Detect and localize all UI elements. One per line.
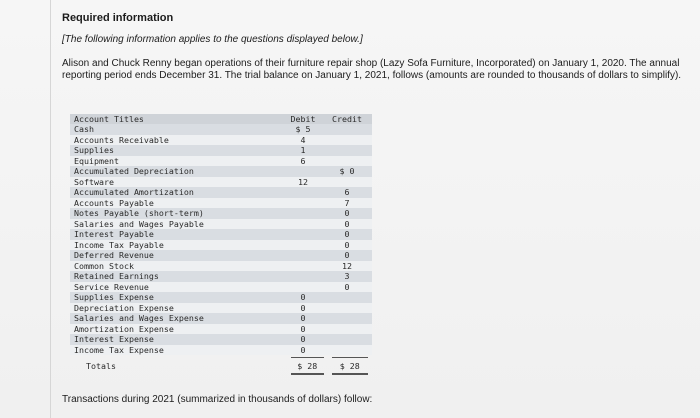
account-cell: Common Stock (74, 260, 134, 271)
credit-cell (324, 135, 370, 146)
account-cell: Accounts Receivable (74, 134, 169, 145)
applies-note: [The following information applies to the questions displayed below.] (62, 34, 363, 45)
credit-cell: 0 (344, 239, 350, 250)
credit-cell (324, 324, 370, 335)
debit-cell (282, 229, 324, 240)
debit-cell: 0 (300, 334, 306, 344)
totals-credit: $ 28 (328, 358, 372, 374)
debit-cell (282, 271, 324, 282)
debit-cell: 0 (300, 313, 306, 323)
account-cell: Salaries and Wages Expense (74, 313, 204, 323)
table-row (70, 229, 372, 240)
table-row (70, 219, 372, 230)
table-row (70, 261, 372, 272)
table-row (70, 271, 372, 282)
credit-cell (324, 292, 370, 303)
account-cell: Income Tax Expense (74, 344, 164, 355)
credit-cell: 0 (344, 218, 350, 229)
debit-cell: 12 (298, 176, 308, 187)
table-row (70, 208, 372, 219)
table-row (70, 282, 372, 293)
debit-cell (282, 240, 324, 251)
credit-cell: $ 0 (339, 166, 355, 176)
credit-cell: 3 (344, 271, 350, 281)
credit-cell (324, 334, 370, 345)
account-cell: Notes Payable (short-term) (74, 208, 204, 218)
account-cell: Interest Payable (74, 229, 154, 239)
account-cell: Depreciation Expense (74, 302, 174, 313)
table-row (70, 292, 372, 303)
totals-label: Totals (86, 361, 116, 371)
debit-cell: 0 (300, 344, 306, 355)
section-heading: Required information (62, 12, 174, 24)
account-cell: Deferred Revenue (74, 250, 154, 260)
debit-cell (282, 250, 324, 261)
table-row (70, 345, 372, 356)
table-row (70, 250, 372, 261)
table-row (70, 198, 372, 209)
header-account-titles: Account Titles (74, 114, 144, 124)
debit-cell: 0 (300, 302, 306, 313)
account-cell: Salaries and Wages Payable (74, 218, 204, 229)
credit-cell (324, 145, 370, 156)
account-cell: Software (74, 176, 114, 187)
table-row (70, 334, 372, 345)
table-body (70, 124, 372, 355)
debit-cell (282, 208, 324, 219)
intro-paragraph: Alison and Chuck Renny began operations of their furniture repair shop (Lazy Sofa Furniture, Incorporated) on January 1, 2020. The annual reporting period ends December 31. The trial balance on January 1, 2021, follows (amounts are rounded to thousands of dollars to simplify). (62, 58, 682, 81)
account-cell: Cash (74, 124, 94, 134)
debit-cell: $ 5 (295, 124, 311, 134)
credit-cell: 0 (344, 229, 350, 239)
table-row (70, 240, 372, 251)
debit-cell (282, 261, 324, 272)
totals-row (70, 358, 372, 374)
table-row (70, 135, 372, 146)
credit-cell: 7 (344, 197, 350, 208)
account-cell: Accumulated Amortization (74, 187, 194, 197)
debit-cell: 6 (300, 155, 306, 166)
credit-cell: 6 (344, 187, 350, 197)
header-credit: Credit (332, 114, 362, 124)
table-row (70, 324, 372, 335)
table-row (70, 156, 372, 167)
table-row (70, 124, 372, 135)
margin-divider (50, 0, 51, 418)
account-cell: Supplies Expense (74, 292, 154, 302)
credit-cell: 0 (344, 250, 350, 260)
table-row (70, 166, 372, 177)
table-row (70, 177, 372, 188)
debit-cell (282, 198, 324, 209)
debit-cell (282, 282, 324, 293)
account-cell: Retained Earnings (74, 271, 159, 281)
header-debit: Debit (290, 114, 316, 124)
credit-cell: 0 (344, 208, 350, 218)
totals-debit: $ 28 (287, 358, 328, 374)
account-cell: Equipment (74, 155, 119, 166)
debit-cell (282, 219, 324, 230)
debit-cell: 4 (300, 134, 306, 145)
table-row (70, 145, 372, 156)
credit-cell (324, 313, 370, 324)
credit-cell (324, 345, 370, 356)
table-header-row (70, 114, 372, 124)
credit-cell (324, 177, 370, 188)
trial-balance-table (70, 114, 372, 374)
table-row (70, 313, 372, 324)
account-cell: Income Tax Payable (74, 239, 164, 250)
table-row (70, 187, 372, 198)
transactions-intro: Transactions during 2021 (summarized in thousands of dollars) follow: (62, 394, 373, 405)
account-cell: Interest Expense (74, 334, 154, 344)
debit-cell (282, 166, 324, 177)
debit-cell: 1 (300, 145, 306, 155)
account-cell: Amortization Expense (74, 323, 174, 334)
credit-cell (324, 156, 370, 167)
account-cell: Service Revenue (74, 281, 149, 292)
debit-cell (282, 187, 324, 198)
debit-cell: 0 (300, 323, 306, 334)
table-row (70, 303, 372, 314)
credit-cell: 12 (342, 260, 352, 271)
account-cell: Supplies (74, 145, 114, 155)
account-cell: Accumulated Depreciation (74, 166, 194, 176)
credit-cell (324, 303, 370, 314)
credit-cell: 0 (344, 281, 350, 292)
account-cell: Accounts Payable (74, 197, 154, 208)
credit-cell (324, 124, 370, 135)
debit-cell: 0 (300, 292, 306, 302)
